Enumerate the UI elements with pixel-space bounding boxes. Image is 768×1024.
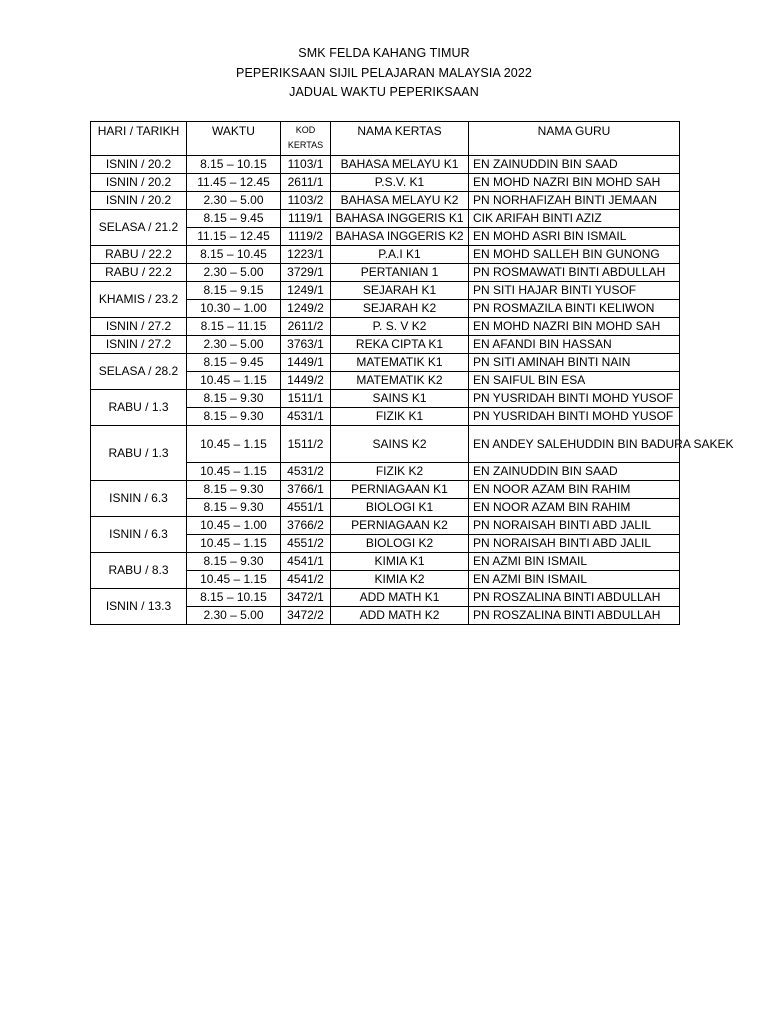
cell-kod: 4531/1 — [281, 408, 331, 426]
cell-waktu: 10.45 – 1.00 — [187, 517, 281, 535]
cell-kertas: BIOLOGI K1 — [331, 499, 469, 517]
cell-kertas: P. S. V K2 — [331, 318, 469, 336]
table-row — [91, 354, 680, 372]
cell-kertas: PERNIAGAAN K1 — [331, 481, 469, 499]
table-row — [91, 318, 680, 336]
cell-waktu: 2.30 – 5.00 — [187, 264, 281, 282]
cell-hari: ISNIN / 20.2 — [91, 174, 187, 192]
cell-waktu: 10.45 – 1.15 — [187, 535, 281, 553]
cell-hari: SELASA / 28.2 — [91, 354, 187, 390]
cell-guru: PN YUSRIDAH BINTI MOHD YUSOF — [469, 408, 680, 426]
header-nama-guru: NAMA GURU — [469, 122, 680, 156]
cell-guru: EN AZMI BIN ISMAIL — [469, 571, 680, 589]
cell-waktu: 11.15 – 12.45 — [187, 228, 281, 246]
cell-guru: EN ZAINUDDIN BIN SAAD — [469, 463, 680, 481]
cell-waktu: 8.15 – 10.15 — [187, 156, 281, 174]
header-kod-kertas — [281, 122, 331, 156]
cell-guru: EN NOOR AZAM BIN RAHIM — [469, 481, 680, 499]
cell-waktu: 2.30 – 5.00 — [187, 607, 281, 625]
cell-waktu: 8.15 – 9.30 — [187, 499, 281, 517]
cell-kod: 4541/2 — [281, 571, 331, 589]
cell-guru: EN NOOR AZAM BIN RAHIM — [469, 499, 680, 517]
table-row — [91, 246, 680, 264]
cell-hari: ISNIN / 27.2 — [91, 318, 187, 336]
cell-kertas: BAHASA MELAYU K1 — [331, 156, 469, 174]
cell-kertas: BAHASA INGGERIS K1 — [331, 210, 469, 228]
cell-waktu: 10.45 – 1.15 — [187, 372, 281, 390]
cell-waktu: 2.30 – 5.00 — [187, 192, 281, 210]
cell-kertas: PERNIAGAAN K2 — [331, 517, 469, 535]
cell-kod: 1511/1 — [281, 390, 331, 408]
cell-waktu: 8.15 – 9.15 — [187, 282, 281, 300]
cell-kod: 1449/1 — [281, 354, 331, 372]
cell-guru: EN ZAINUDDIN BIN SAAD — [469, 156, 680, 174]
cell-kod: 1223/1 — [281, 246, 331, 264]
cell-guru: EN MOHD SALLEH BIN GUNONG — [469, 246, 680, 264]
cell-waktu: 8.15 – 9.30 — [187, 390, 281, 408]
table-row — [91, 192, 680, 210]
header-hari: HARI / TARIKH — [91, 122, 187, 156]
cell-waktu: 8.15 – 9.45 — [187, 354, 281, 372]
cell-kertas: BIOLOGI K2 — [331, 535, 469, 553]
cell-waktu: 10.45 – 1.15 — [187, 571, 281, 589]
table-row — [91, 336, 680, 354]
table-row — [91, 210, 680, 228]
cell-guru: EN AFANDI BIN HASSAN — [469, 336, 680, 354]
cell-kod: 3729/1 — [281, 264, 331, 282]
cell-waktu: 10.45 – 1.15 — [187, 426, 281, 463]
cell-hari: RABU / 22.2 — [91, 264, 187, 282]
cell-waktu: 8.15 – 11.15 — [187, 318, 281, 336]
cell-hari: KHAMIS / 23.2 — [91, 282, 187, 318]
cell-kertas: ADD MATH K2 — [331, 607, 469, 625]
table-row — [91, 264, 680, 282]
document-header — [0, 44, 768, 103]
cell-kod: 1119/2 — [281, 228, 331, 246]
header-kertas-word: KERTAS — [287, 140, 324, 150]
cell-kertas: SEJARAH K2 — [331, 300, 469, 318]
cell-hari: ISNIN / 20.2 — [91, 192, 187, 210]
cell-hari: ISNIN / 6.3 — [91, 517, 187, 553]
cell-hari: RABU / 1.3 — [91, 426, 187, 481]
cell-guru: PN YUSRIDAH BINTI MOHD YUSOF — [469, 390, 680, 408]
header-kod: KOD — [295, 125, 316, 135]
cell-guru: PN ROSZALINA BINTI ABDULLAH — [469, 589, 680, 607]
cell-waktu: 8.15 – 9.30 — [187, 553, 281, 571]
cell-waktu: 8.15 – 9.45 — [187, 210, 281, 228]
cell-kertas: MATEMATIK K1 — [331, 354, 469, 372]
cell-guru: PN ROSZALINA BINTI ABDULLAH — [469, 607, 680, 625]
cell-kertas: MATEMATIK K2 — [331, 372, 469, 390]
cell-kertas: KIMIA K1 — [331, 553, 469, 571]
header-nama-kertas: NAMA KERTAS — [331, 122, 469, 156]
cell-guru: EN SAIFUL BIN ESA — [469, 372, 680, 390]
cell-kod: 1249/2 — [281, 300, 331, 318]
table-row — [91, 553, 680, 571]
cell-kertas: BAHASA MELAYU K2 — [331, 192, 469, 210]
cell-kod: 3763/1 — [281, 336, 331, 354]
table-row — [91, 282, 680, 300]
table-row — [91, 390, 680, 408]
cell-kod: 4551/1 — [281, 499, 331, 517]
table-row — [91, 481, 680, 499]
cell-kod: 4541/1 — [281, 553, 331, 571]
cell-kertas: SAINS K1 — [331, 390, 469, 408]
cell-kod: 1511/2 — [281, 426, 331, 463]
cell-guru: PN SITI AMINAH BINTI NAIN — [469, 354, 680, 372]
cell-kertas: SEJARAH K1 — [331, 282, 469, 300]
table-header-row — [91, 122, 680, 156]
cell-kod: 4531/2 — [281, 463, 331, 481]
cell-waktu: 10.45 – 1.15 — [187, 463, 281, 481]
cell-waktu: 8.15 – 10.15 — [187, 589, 281, 607]
cell-guru: PN NORHAFIZAH BINTI JEMAAN — [469, 192, 680, 210]
cell-guru: PN NORAISAH BINTI ABD JALIL — [469, 535, 680, 553]
cell-guru: EN MOHD NAZRI BIN MOHD SAH — [469, 318, 680, 336]
cell-guru: PN NORAISAH BINTI ABD JALIL — [469, 517, 680, 535]
cell-kertas: FIZIK K1 — [331, 408, 469, 426]
table-row — [91, 174, 680, 192]
cell-kod: 1103/2 — [281, 192, 331, 210]
cell-kertas: REKA CIPTA K1 — [331, 336, 469, 354]
header-waktu: WAKTU — [187, 122, 281, 156]
table-row — [91, 517, 680, 535]
cell-guru: PN ROSMAWATI BINTI ABDULLAH — [469, 264, 680, 282]
cell-kertas: P.A.I K1 — [331, 246, 469, 264]
table-row — [91, 426, 680, 463]
cell-waktu: 11.45 – 12.45 — [187, 174, 281, 192]
cell-kertas: P.S.V. K1 — [331, 174, 469, 192]
cell-hari: ISNIN / 27.2 — [91, 336, 187, 354]
cell-kod: 4551/2 — [281, 535, 331, 553]
cell-kertas: FIZIK K2 — [331, 463, 469, 481]
exam-title: PEPERIKSAAN SIJIL PELAJARAN MALAYSIA 2022 — [236, 65, 532, 80]
cell-hari: RABU / 1.3 — [91, 390, 187, 426]
cell-kod: 2611/1 — [281, 174, 331, 192]
cell-hari: SELASA / 21.2 — [91, 210, 187, 246]
cell-hari: ISNIN / 20.2 — [91, 156, 187, 174]
cell-kod: 3766/2 — [281, 517, 331, 535]
cell-kertas: KIMIA K2 — [331, 571, 469, 589]
cell-guru: EN MOHD ASRI BIN ISMAIL — [469, 228, 680, 246]
cell-kertas: ADD MATH K1 — [331, 589, 469, 607]
cell-waktu: 8.15 – 9.30 — [187, 408, 281, 426]
cell-guru: CIK ARIFAH BINTI AZIZ — [469, 210, 680, 228]
cell-guru: EN MOHD NAZRI BIN MOHD SAH — [469, 174, 680, 192]
cell-waktu: 8.15 – 9.30 — [187, 481, 281, 499]
table-row — [91, 156, 680, 174]
cell-guru: PN SITI HAJAR BINTI YUSOF — [469, 282, 680, 300]
cell-kod: 1249/1 — [281, 282, 331, 300]
cell-kod: 3472/1 — [281, 589, 331, 607]
cell-kod: 1119/1 — [281, 210, 331, 228]
cell-guru: PN ROSMAZILA BINTI KELIWON — [469, 300, 680, 318]
cell-hari: RABU / 22.2 — [91, 246, 187, 264]
cell-kod: 1449/2 — [281, 372, 331, 390]
cell-waktu: 10.30 – 1.00 — [187, 300, 281, 318]
table-row — [91, 589, 680, 607]
cell-kertas: PERTANIAN 1 — [331, 264, 469, 282]
cell-kertas: BAHASA INGGERIS K2 — [331, 228, 469, 246]
cell-kod: 3766/1 — [281, 481, 331, 499]
exam-schedule-table — [90, 121, 734, 625]
cell-guru: EN AZMI BIN ISMAIL — [469, 553, 680, 571]
cell-hari: RABU / 8.3 — [91, 553, 187, 589]
cell-kod: 2611/2 — [281, 318, 331, 336]
cell-hari: ISNIN / 13.3 — [91, 589, 187, 625]
cell-kertas: SAINS K2 — [331, 426, 469, 463]
school-name: SMK FELDA KAHANG TIMUR — [298, 46, 470, 60]
schedule-title: JADUAL WAKTU PEPERIKSAAN — [289, 85, 479, 99]
cell-guru: EN ANDEY SALEHUDDIN BIN BADURA SAKEK — [469, 426, 680, 463]
cell-kod: 3472/2 — [281, 607, 331, 625]
cell-hari: ISNIN / 6.3 — [91, 481, 187, 517]
cell-waktu: 8.15 – 10.45 — [187, 246, 281, 264]
cell-kod: 1103/1 — [281, 156, 331, 174]
cell-waktu: 2.30 – 5.00 — [187, 336, 281, 354]
